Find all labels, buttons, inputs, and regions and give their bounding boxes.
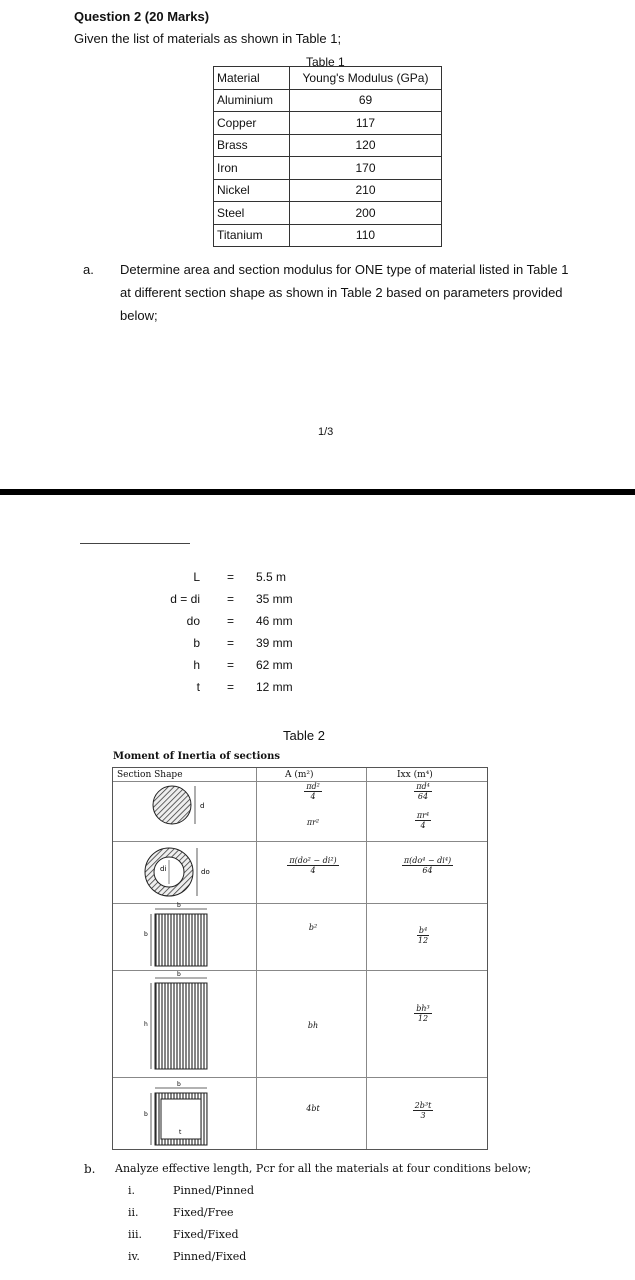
dim-label: b <box>144 931 148 938</box>
table1-caption: Table 1 <box>306 55 345 69</box>
param-equals: = <box>227 658 235 672</box>
fraction-denominator: 64 <box>417 792 429 801</box>
dim-label: d <box>200 802 205 810</box>
materials-table <box>213 66 442 247</box>
fraction-numerator: π(do⁴ − di⁴) <box>403 856 452 865</box>
column-divider <box>256 768 257 1149</box>
material-cell: Iron <box>214 157 290 180</box>
fraction-denominator: 4 <box>420 821 426 830</box>
condition-number: iii. <box>128 1228 143 1241</box>
condition-item <box>128 1228 328 1244</box>
condition-number: ii. <box>128 1206 139 1219</box>
fraction-numerator: πr⁴ <box>416 811 430 820</box>
fraction-numerator: πd² <box>306 782 320 791</box>
condition-item <box>128 1250 328 1266</box>
condition-number: i. <box>128 1184 136 1197</box>
modulus-cell: 120 <box>290 134 442 157</box>
param-name: b <box>193 636 200 650</box>
fraction-denominator: 12 <box>417 1014 429 1023</box>
square-shape <box>155 914 207 966</box>
divider-line <box>80 543 190 544</box>
question-title: Question 2 (20 Marks) <box>74 9 210 24</box>
table-row <box>214 224 442 247</box>
fraction-numerator: b⁴ <box>418 926 428 935</box>
modulus-cell: 200 <box>290 202 442 225</box>
modulus-cell: 110 <box>290 224 442 247</box>
modulus-cell: 170 <box>290 157 442 180</box>
moment-of-inertia-title: Moment of Inertia of sections <box>113 751 280 762</box>
condition-number: iv. <box>128 1250 140 1263</box>
modulus-cell: 69 <box>290 89 442 112</box>
table-row <box>214 179 442 202</box>
table-row <box>214 202 442 225</box>
column-divider <box>366 768 367 1149</box>
param-equals: = <box>227 570 235 584</box>
area-formula: bh <box>307 1021 319 1030</box>
part-b-text: Analyze effective length, Pcr for all the materials at four conditions below; <box>115 1162 532 1175</box>
inertia-formula <box>383 926 463 945</box>
dim-label: h <box>144 1021 148 1028</box>
dim-label: b <box>177 902 181 909</box>
fraction-denominator: 4 <box>310 866 316 875</box>
part-a-text: Determine area and section modulus for ONE type of material listed in Table 1 at different section shape as shown in Table 2 based on parameters provided below; <box>120 262 569 323</box>
param-row <box>150 636 330 658</box>
section-shapes <box>113 768 256 1149</box>
header-inertia: Ixx (m⁴) <box>397 770 433 780</box>
header-material: Material <box>214 67 290 90</box>
area-formula: b² <box>308 923 318 932</box>
parameters-list <box>150 570 330 710</box>
inertia-formula <box>383 1101 463 1120</box>
param-row <box>150 680 330 702</box>
question-intro: Given the list of materials as shown in Table 1; <box>74 31 342 46</box>
param-name: t <box>196 680 200 694</box>
param-name: d = di <box>170 592 200 606</box>
material-cell: Aluminium <box>214 89 290 112</box>
condition-item <box>128 1206 328 1222</box>
fraction-numerator: πd⁴ <box>416 782 430 791</box>
table-row <box>214 134 442 157</box>
param-equals: = <box>227 614 235 628</box>
fraction-denominator: 64 <box>422 866 433 875</box>
solid-circle-shape <box>153 786 191 824</box>
part-b-label: b. <box>84 1162 96 1176</box>
material-cell: Titanium <box>214 224 290 247</box>
param-row <box>150 658 330 680</box>
param-value: 35 mm <box>256 592 293 606</box>
param-row <box>150 570 330 592</box>
param-row <box>150 592 330 614</box>
table-row <box>214 112 442 135</box>
table-row <box>214 157 442 180</box>
condition-text: Fixed/Free <box>173 1206 234 1219</box>
moment-of-inertia-table <box>112 767 488 1150</box>
inertia-formula-alt <box>383 811 463 830</box>
fraction-denominator: 3 <box>420 1111 426 1120</box>
fraction-numerator: 2b³t <box>414 1101 432 1110</box>
dim-label: b <box>177 971 181 978</box>
modulus-cell: 117 <box>290 112 442 135</box>
part-a-label: a. <box>83 262 94 277</box>
param-name: L <box>193 570 200 584</box>
header-youngs-modulus: Young's Modulus (GPa) <box>290 67 442 90</box>
area-formula-alt: πr² <box>306 818 320 827</box>
table-row <box>214 89 442 112</box>
param-value: 46 mm <box>256 614 293 628</box>
condition-text: Pinned/Fixed <box>173 1250 247 1263</box>
page-number: 1/3 <box>318 426 334 438</box>
condition-item <box>128 1184 328 1200</box>
param-value: 62 mm <box>256 658 293 672</box>
material-cell: Nickel <box>214 179 290 202</box>
material-cell: Copper <box>214 112 290 135</box>
material-cell: Steel <box>214 202 290 225</box>
modulus-cell: 210 <box>290 179 442 202</box>
header-section-shape: Section Shape <box>117 770 183 780</box>
inertia-formula <box>383 782 463 801</box>
material-cell: Brass <box>214 134 290 157</box>
fraction-denominator: 12 <box>417 936 429 945</box>
header-area: A (m²) <box>285 770 314 780</box>
page-separator <box>0 489 635 495</box>
condition-text: Pinned/Pinned <box>173 1184 254 1197</box>
area-formula <box>263 856 363 875</box>
param-equals: = <box>227 592 235 606</box>
param-equals: = <box>227 636 235 650</box>
dim-label: b <box>177 1081 181 1088</box>
area-formula <box>273 782 353 801</box>
inertia-formula <box>383 1004 463 1023</box>
area-formula: 4bt <box>306 1104 320 1113</box>
param-name: h <box>193 658 200 672</box>
dim-label: b <box>144 1111 148 1118</box>
table-header-row <box>214 67 442 90</box>
param-value: 5.5 m <box>256 570 287 584</box>
condition-text: Fixed/Fixed <box>173 1228 239 1241</box>
param-value: 39 mm <box>256 636 293 650</box>
fraction-numerator: π(do² − di²) <box>289 856 337 865</box>
param-equals: = <box>227 680 235 694</box>
param-row <box>150 614 330 636</box>
fraction-numerator: bh³ <box>416 1004 430 1013</box>
inertia-formula <box>375 856 480 875</box>
fraction-denominator: 4 <box>310 792 316 801</box>
dim-label: di <box>160 865 167 873</box>
param-value: 12 mm <box>256 680 293 694</box>
dim-label: t <box>179 1129 182 1136</box>
param-name: do <box>186 614 200 628</box>
rectangle-shape <box>155 983 207 1069</box>
table2-caption: Table 2 <box>283 728 325 743</box>
dim-label: do <box>201 868 210 876</box>
